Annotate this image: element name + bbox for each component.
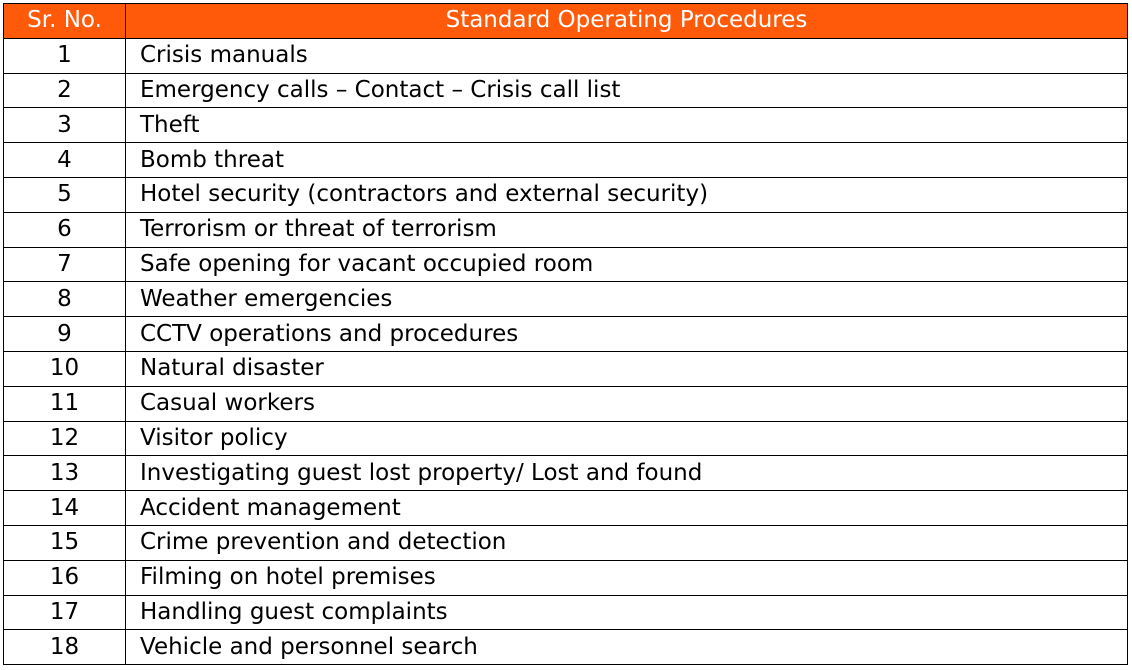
procedure-name: CCTV operations and procedures bbox=[126, 317, 1128, 352]
procedure-name: Natural disaster bbox=[126, 351, 1128, 386]
table-row bbox=[4, 212, 1128, 247]
header-row bbox=[4, 4, 1128, 39]
procedure-name: Emergency calls – Contact – Crisis call list bbox=[126, 73, 1128, 108]
row-number: 5 bbox=[4, 177, 126, 212]
table-row bbox=[4, 108, 1128, 143]
procedure-name: Visitor policy bbox=[126, 421, 1128, 456]
table-row bbox=[4, 282, 1128, 317]
row-number: 7 bbox=[4, 247, 126, 282]
procedure-name: Terrorism or threat of terrorism bbox=[126, 212, 1128, 247]
table-row bbox=[4, 525, 1128, 560]
procedure-name: Crime prevention and detection bbox=[126, 525, 1128, 560]
row-number: 13 bbox=[4, 456, 126, 491]
procedure-name: Safe opening for vacant occupied room bbox=[126, 247, 1128, 282]
table-body bbox=[4, 38, 1128, 664]
row-number: 9 bbox=[4, 317, 126, 352]
table-row bbox=[4, 143, 1128, 178]
row-number: 10 bbox=[4, 351, 126, 386]
table-row bbox=[4, 351, 1128, 386]
row-number: 17 bbox=[4, 595, 126, 630]
table-row bbox=[4, 247, 1128, 282]
procedure-name: Vehicle and personnel search bbox=[126, 630, 1128, 665]
row-number: 3 bbox=[4, 108, 126, 143]
procedure-name: Handling guest complaints bbox=[126, 595, 1128, 630]
row-number: 4 bbox=[4, 143, 126, 178]
procedure-name: Accident management bbox=[126, 491, 1128, 526]
table-row bbox=[4, 317, 1128, 352]
row-number: 14 bbox=[4, 491, 126, 526]
procedure-name: Weather emergencies bbox=[126, 282, 1128, 317]
table-row bbox=[4, 595, 1128, 630]
table-row bbox=[4, 73, 1128, 108]
procedure-name: Filming on hotel premises bbox=[126, 560, 1128, 595]
column-header-sr-no: Sr. No. bbox=[4, 4, 126, 39]
procedure-name: Investigating guest lost property/ Lost and found bbox=[126, 456, 1128, 491]
row-number: 2 bbox=[4, 73, 126, 108]
row-number: 12 bbox=[4, 421, 126, 456]
table-row bbox=[4, 386, 1128, 421]
table-row bbox=[4, 630, 1128, 665]
procedure-name: Hotel security (contractors and external security) bbox=[126, 177, 1128, 212]
row-number: 8 bbox=[4, 282, 126, 317]
row-number: 6 bbox=[4, 212, 126, 247]
row-number: 1 bbox=[4, 38, 126, 73]
procedure-name: Bomb threat bbox=[126, 143, 1128, 178]
procedure-name: Theft bbox=[126, 108, 1128, 143]
row-number: 18 bbox=[4, 630, 126, 665]
row-number: 11 bbox=[4, 386, 126, 421]
row-number: 15 bbox=[4, 525, 126, 560]
table-row bbox=[4, 421, 1128, 456]
table-row bbox=[4, 38, 1128, 73]
column-header-procedures: Standard Operating Procedures bbox=[126, 4, 1128, 39]
table-row bbox=[4, 491, 1128, 526]
table-header bbox=[4, 4, 1128, 39]
table-row bbox=[4, 177, 1128, 212]
sop-table bbox=[3, 3, 1128, 665]
procedure-name: Casual workers bbox=[126, 386, 1128, 421]
table-row bbox=[4, 560, 1128, 595]
procedure-name: Crisis manuals bbox=[126, 38, 1128, 73]
row-number: 16 bbox=[4, 560, 126, 595]
table-row bbox=[4, 456, 1128, 491]
